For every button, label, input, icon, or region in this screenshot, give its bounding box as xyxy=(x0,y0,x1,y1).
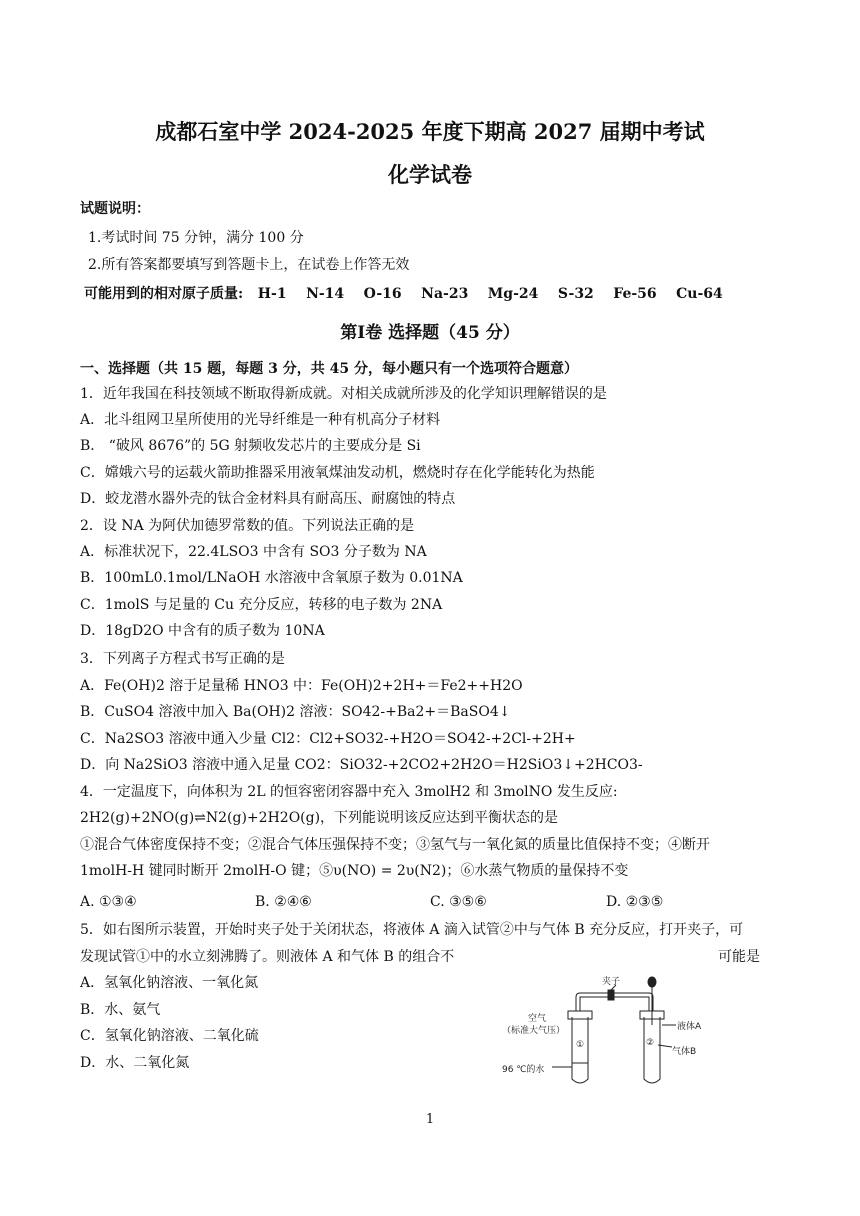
q2-option-c: C．1molS 与足量的 Cu 充分反应，转移的电子数为 2NA xyxy=(80,597,443,613)
q4-option-a: A. ①③④ xyxy=(80,894,137,910)
exam-title: 成都石室中学 2024-2025 年度下期高 2027 届期中考试 xyxy=(155,119,705,144)
test-tube-1 xyxy=(572,1017,588,1083)
q3-option-d: D．向 Na2SiO3 溶液中通入足量 CO2：SiO32-+2CO2+2H2O＝H2SiO3↓+2HCO3- xyxy=(80,757,643,773)
q4-stem-line2: 2H2(g)+2NO(g)⇌N2(g)+2H2O(g)，下列能说明该反应达到平衡状态的是 xyxy=(80,810,559,826)
q2-option-a: A．标准状况下，22.4LSO3 中含有 SO3 分子数为 NA xyxy=(80,544,427,560)
q2-option-d: D．18gD2O 中含有的质子数为 10NA xyxy=(80,623,325,639)
q4-option-c: C. ③⑤⑥ xyxy=(430,894,487,910)
q5-option-a: A．氢氧化钠溶液、一氧化氮 xyxy=(80,975,259,991)
q3-option-c: C．Na2SO3 溶液中通入少量 Cl2：Cl2+SO32-+H2O＝SO42-+2Cl-+2H+ xyxy=(80,731,576,747)
page-number: 1 xyxy=(425,1112,435,1127)
q2-stem: 2．设 NA 为阿伏加德罗常数的值。下列说法正确的是 xyxy=(80,518,415,534)
label-tube-1: ① xyxy=(576,1040,585,1050)
dropper-bulb-icon xyxy=(648,977,656,987)
instruction-item-1: 1.考试时间 75 分钟，满分 100 分 xyxy=(88,230,304,246)
q4-stem-line1: 4．一定温度下，向体积为 2L 的恒容密闭容器中充入 3molH2 和 3molNO 发生反应: xyxy=(80,784,618,800)
q3-option-a: A．Fe(OH)2 溶于足量稀 HNO3 中：Fe(OH)2+2H+＝Fe2++H2O xyxy=(80,678,523,694)
label-clip: 夹子 xyxy=(602,977,621,987)
q5-option-c: C．氢氧化钠溶液、二氧化硫 xyxy=(80,1028,259,1044)
apparatus-diagram xyxy=(502,975,714,1087)
q5-option-b: B．水、氨气 xyxy=(80,1002,161,1018)
q1-option-a: A．北斗组网卫星所使用的光导纤维是一种有机高分子材料 xyxy=(80,412,441,428)
q4-option-d: D. ②③⑤ xyxy=(606,894,664,910)
exam-subtitle: 化学试卷 xyxy=(388,162,472,187)
clip-icon xyxy=(608,990,614,1000)
test-tube-2 xyxy=(644,1017,660,1083)
label-water: 96 ℃的水 xyxy=(502,1065,545,1075)
section-title: 第Ⅰ卷 选择题（45 分） xyxy=(340,323,520,343)
q1-option-d: D．蛟龙潜水器外壳的钛合金材料具有耐高压、耐腐蚀的特点 xyxy=(80,491,456,507)
q5-stem-line1: 5．如右图所示装置，开始时夹子处于关闭状态，将液体 A 滴入试管②中与气体 B 充分反应，打开夹子，可 xyxy=(80,922,744,938)
q1-stem: 1．近年我国在科技领域不断取得新成就。对相关成就所涉及的化学知识理解错误的是 xyxy=(80,386,607,402)
q5-option-d: D．水、二氧化氮 xyxy=(80,1055,190,1071)
q4-option-b: B. ②④⑥ xyxy=(255,894,312,910)
q1-option-c: C．嫦娥六号的运载火箭助推器采用液氧煤油发动机，燃烧时存在化学能转化为热能 xyxy=(80,465,595,481)
label-air-pressure: （标准大气压） xyxy=(502,1026,566,1036)
label-gas-b: 气体B xyxy=(672,1047,697,1057)
instruction-item-2: 2.所有答案都要填写到答题卡上，在试卷上作答无效 xyxy=(88,257,410,273)
q2-option-b: B．100mL0.1mol/LNaOH 水溶液中含氧原子数为 0.01NA xyxy=(80,570,463,586)
label-air: 空气 xyxy=(528,1014,547,1024)
q5-stem-line2: 发现试管①中的水立刻沸腾了。则液体 A 和气体 B 的组合不 xyxy=(80,949,455,965)
instructions-heading: 试题说明： xyxy=(80,201,150,217)
part-heading: 一、选择题（共 15 题，每题 3 分，共 45 分，每小题只有一个选项符合题意） xyxy=(80,361,578,377)
q5-stem-line2-end: 可能是 xyxy=(718,949,760,965)
q3-stem: 3．下列离子方程式书写正确的是 xyxy=(80,651,285,667)
q1-option-b: B． “破风 8676”的 5G 射频收发芯片的主要成分是 Si xyxy=(80,438,421,454)
label-tube-2: ② xyxy=(646,1038,655,1048)
q4-conditions-line2: 1molH-H 键同时断开 2molH-O 键；⑤υ(NO) = 2υ(N2)；⑥水蒸气物质的量保持不变 xyxy=(80,863,629,879)
q4-conditions-line1: ①混合气体密度保持不变；②混合气体压强保持不变；③氢气与一氧化氮的质量比值保持不变；④断开 xyxy=(80,837,710,853)
q3-option-b: B．CuSO4 溶液中加入 Ba(OH)2 溶液：SO42-+Ba2+＝BaSO4↓ xyxy=(80,704,511,720)
atomic-masses: 可能用到的相对原子质量: H-1 N-14 O-16 Na-23 Mg-24 S-32 Fe-56 Cu-64 xyxy=(84,286,723,302)
label-liquid-a: 液体A xyxy=(677,1022,702,1032)
